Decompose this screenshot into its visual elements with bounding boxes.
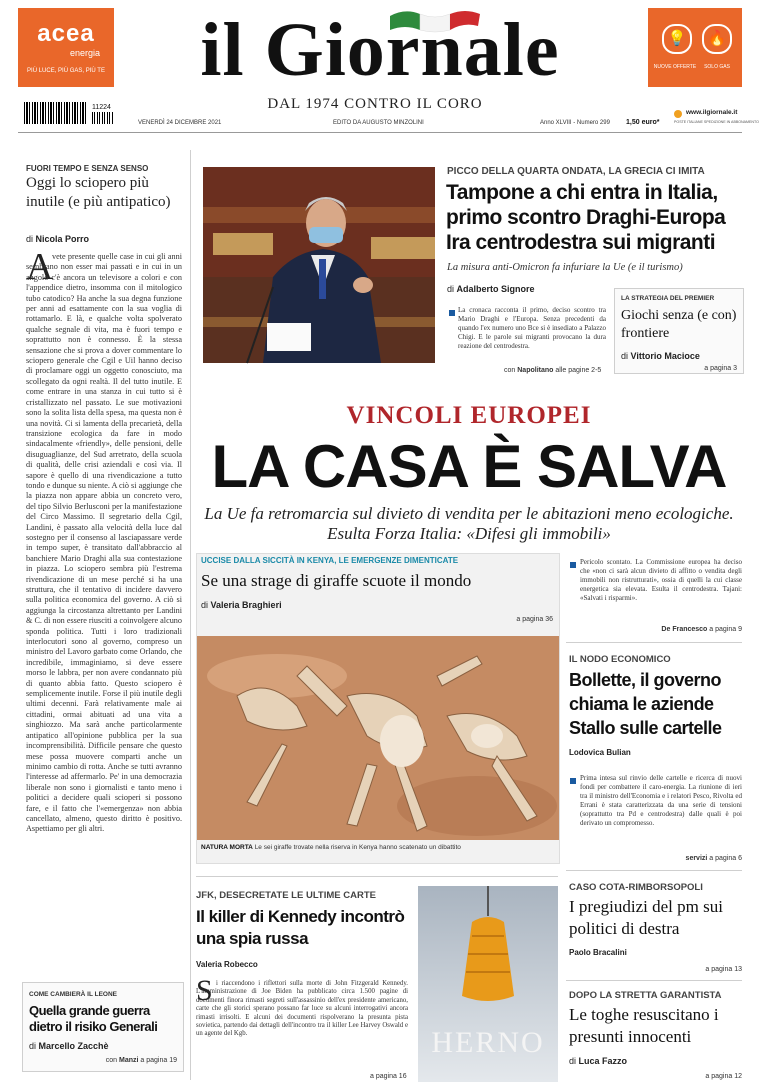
economy-bullet-icon	[570, 778, 576, 784]
macioce-byline	[621, 351, 700, 361]
giraffe-caption-label: NATURA MORTA	[201, 844, 253, 851]
newspaper-title: il Giornale	[200, 8, 560, 92]
kennedy-drop-cap: S	[196, 974, 213, 1007]
draghi-headline[interactable]: Tampone a chi entra in Italia, primo scontro Draghi-Europa Ira centrodestra sui migranti	[446, 181, 726, 254]
porro-body: vete presente quelle case in cui gli anni sembrano non esser mai passati e in cui in un angolo c'è ancora un televisore a colori e con l'appendice dietro, insomma con il mitologico tubo catodico? Ha anche la sua degna funzione per anni ad esattamente con la sua voglia di rottamarlo. E là, e qualche volta spolverato qualche segnale di vita, ma è fuori tempo e soprattutto non è connesso. È la stessa sensazione che si prova a dover commentare lo sciopero generale che Cgil e Uil hanno deciso di proclamare oggi un oggetto conosciuto, ma scollegato da ogni realtà. Il del tutto inutile. E come entrare in una stanza in cui tutto si è cristallizzato nel passato. Le sue motivazioni sono la solita lista della spesa, ma questa non è una novità. Ci si lamenta della precarietà, della transizione ecologica da fare in modo sindacalmente «friendly», delle pensioni, delle disuguaglianze, del Sud arretrato, della scuola di qualità, delle crisi aziendali e così via. Il sapore è quello di una rivendicazione a tutto tondo e dunque su niente. A ciò si aggiunge che la piazza non appare abbia un concreto vero, del tipo Silvio Berlusconi per la manifestazione del Circo Massimo. Il segretario della Cgil, Landini, è passato alla velocità della luce dal sostegno per il consenso al lasciapassare verde in tempo super, è transitato dall'abbraccio al banchiere Mario Draghi alla sua contestazione in piazza. Lo sciopero sembra più l'estrema rivendicazione di un mese perché si ha una struttura, che il tentativo di incidere davvero sulla politica economica del governo. A ciò si aggiunga la circostanza altrettanto per Landini & C. di non essere riusciti a coinvolgere alcuno sponda politica. Tutti i loro tradizionali interlocutori sono al governo, compreso un ministro del Lavoro garbato come Orlando, che incredibile, immaginiamo, si deve essere morso le labbra, per non avere condannato più di quanto abbia fatto. Questo sciopero è semplicemente inutile. Forse il più inutile degli ultimi decenni. Farà relativamente male ai cittadini, ormai abituati ad una vita a singhiozzo. Ma sarà anche particolarmente antipatico all'opinione pubblica per la sua incomprensibilità. Difficile pensare che questo mese possa muovere comparti anche un minimo cambio di rotta. Anche se tutti avranno l'interesse ad affermarlo. Pe' in una democrazia liberale non sono i giornalisti e tanto meno i politici a decidere quali scioperi si possono fare, e il fatto che l'«emergenza» non abbia cancellato, almeno, questo diritto è positivo. Aspettiamo per gli altri.	[26, 252, 182, 834]
website[interactable]: www.ilgiornale.it	[686, 109, 738, 116]
draghi-subhead: La misura anti-Omicron fa infuriare la Ue (e il turismo)	[447, 262, 683, 273]
giraffe-photo[interactable]	[197, 636, 559, 840]
economy-author[interactable]: Lodovica Bulian	[569, 748, 631, 757]
giraffe-byline-prefix: di	[201, 600, 209, 610]
masthead-rule	[18, 132, 742, 133]
generali-ref[interactable]	[106, 1057, 177, 1064]
barcode-number: 11224	[92, 104, 111, 111]
main-subhead: La Ue fa retromarcia sul divieto di vendita per le abitazioni meno ecologiche. Esulta Forza Italia: «Difesi gli immobili»	[204, 504, 734, 543]
giraffe-caption-text: Le sei giraffe trovate nella riserva in Kenya hanno scatenato un dibattito	[254, 844, 461, 851]
cota-headline[interactable]: I pregiudizi del pm sui politici di destra	[569, 897, 723, 938]
herno-brand: HERNO	[431, 1026, 545, 1059]
cota-rule	[566, 980, 742, 981]
web-icon	[674, 110, 682, 118]
macioce-box[interactable]	[614, 288, 744, 374]
barcode	[24, 102, 86, 124]
casa-ref[interactable]	[661, 626, 742, 633]
economy-ref-author: servizi	[685, 855, 708, 862]
left-column	[18, 148, 186, 1078]
porro-kicker: FUORI TEMPO E SENZA SENSO	[26, 164, 149, 173]
bulb-icon: 💡	[662, 24, 692, 54]
energy-ad-label2: SOLO GAS	[704, 64, 730, 70]
draghi-kicker: PICCO DELLA QUARTA ONDATA, LA GRECIA CI IMITA	[447, 166, 705, 177]
cota-kicker: CASO COTA-RIMBORSOPOLI	[569, 882, 703, 893]
generali-kicker: COME CAMBIERÀ IL LEONE	[29, 991, 117, 998]
toghe-author[interactable]: Luca Fazzo	[578, 1056, 628, 1066]
macioce-headline[interactable]: Giochi senza (e con) frontiere	[621, 308, 737, 341]
acea-brand: acea	[37, 20, 95, 47]
porro-author[interactable]: Nicola Porro	[35, 234, 90, 244]
toghe-byline	[569, 1056, 627, 1066]
casa-ref-author: De Francesco	[661, 626, 708, 633]
postal-note: POSTE ITALIANE SPEDIZIONE IN ABBONAMENTO	[674, 120, 759, 124]
economy-ref-page: a pagina 6	[709, 855, 742, 862]
flame-icon: 🔥	[702, 24, 732, 54]
acea-ad[interactable]	[18, 8, 114, 87]
economy-rule	[566, 870, 742, 871]
giraffe-caption	[201, 844, 461, 851]
draghi-ref-page: alle pagine 2-5	[555, 367, 602, 374]
giraffe-author[interactable]: Valeria Braghieri	[210, 600, 282, 610]
generali-byline	[29, 1041, 109, 1051]
editor-line: EDITO DA AUGUSTO MINZOLINI	[333, 120, 424, 126]
generali-ref-page: a pagina 19	[140, 1057, 177, 1064]
acea-sub: energia	[70, 48, 101, 58]
giraffe-story	[196, 553, 560, 864]
generali-headline[interactable]: Quella grande guerra dietro il risiko Generali	[29, 1003, 158, 1034]
macioce-author[interactable]: Vittorio Macioce	[630, 351, 700, 361]
acea-slogan: PIÙ LUCE, PIÙ GAS, PIÙ TE	[27, 68, 105, 74]
cota-author[interactable]: Paolo Bracalini	[569, 948, 627, 957]
draghi-author[interactable]: Adalberto Signore	[456, 284, 535, 294]
porro-byline-prefix: di	[26, 234, 34, 244]
draghi-ref-author: Napolitano	[517, 367, 554, 374]
economy-body: Prima intesa sul rinvio delle cartelle e ricerca di nuovi fondi per combattere il caro-energia. La riunione di ieri tra il ministro dell'Economia e i relatori Pesco, Rivolta ed Errani è stata caratterizzata da una serie di tensioni (soprattutto tra Pd e centrodestra) dalle quali è poi derivato un compromesso.	[580, 774, 742, 827]
draghi-bullet-icon	[449, 310, 455, 316]
draghi-photo[interactable]	[203, 167, 435, 363]
issue-number: Anno XLVIII - Numero 299	[540, 120, 610, 126]
price: 1,50 euro*	[626, 119, 660, 126]
kennedy-author[interactable]: Valeria Robecco	[196, 960, 258, 969]
porro-byline	[26, 234, 89, 244]
casa-ref-page: a pagina 9	[709, 626, 742, 633]
giraffe-ref[interactable]: a pagina 36	[516, 616, 553, 623]
economy-headline[interactable]: Bollette, il governo chiama le aziende Stallo sulle cartelle	[569, 670, 722, 738]
casa-rule	[566, 642, 742, 643]
draghi-ref[interactable]	[504, 367, 601, 374]
kennedy-kicker: JFK, DESECRETATE LE ULTIME CARTE	[196, 890, 376, 901]
draghi-byline	[447, 284, 535, 294]
macioce-byline-prefix: di	[621, 351, 629, 361]
generali-ref-author: Manzi	[119, 1057, 139, 1064]
issue-date: VENERDÌ 24 DICEMBRE 2021	[138, 120, 222, 126]
toghe-kicker: DOPO LA STRETTA GARANTISTA	[569, 990, 722, 1001]
macioce-kicker: LA STRATEGIA DEL PREMIER	[621, 295, 715, 302]
generali-ref-prefix: con	[105, 1057, 118, 1064]
kennedy-ref[interactable]: a pagina 16	[370, 1073, 407, 1080]
porro-headline[interactable]: Oggi lo sciopero più inutile (e più antipatico)	[26, 175, 171, 210]
main-headline[interactable]: LA CASA È SALVA	[211, 433, 727, 500]
tagline: DAL 1974 CONTRO IL CORO	[267, 96, 483, 112]
herno-ad[interactable]	[418, 886, 558, 1082]
lower-rule	[196, 876, 558, 877]
economy-ref[interactable]	[686, 855, 742, 862]
cota-ref[interactable]: a pagina 13	[705, 966, 742, 973]
toghe-ref[interactable]: a pagina 12	[705, 1073, 742, 1080]
main-overline: VINCOLI EUROPEI	[346, 402, 592, 429]
generali-box[interactable]	[22, 982, 184, 1072]
generali-author[interactable]: Marcello Zacchè	[38, 1041, 109, 1051]
kennedy-headline[interactable]: Il killer di Kennedy incontrò una spia russa	[196, 907, 405, 948]
energy-ad[interactable]	[648, 8, 742, 87]
giraffe-byline	[201, 600, 282, 610]
kennedy-body: i riaccendono i riflettori sulla morte di John Fitzgerald Kennedy. L'amministrazione di Joe Biden ha pubblicato circa 1.500 pagine di documenti finora rimasti segreti sull'assassinio dell'ex presidente americano, carte che gli storici sperano possano far luce su alcuni interrogativi ancora rimasti irrisolti. E alcuni dei documenti rispolverano la presunta pista sovietica, partendo dai dettagli dell'incontro tra il killer Lee Harvey Oswald e un agente del Kgb.	[196, 980, 408, 1038]
generali-byline-prefix: di	[29, 1041, 37, 1051]
barcode-small	[92, 112, 114, 124]
toghe-headline[interactable]: Le toghe resuscitano i presunti innocenti	[569, 1005, 719, 1046]
macioce-ref[interactable]: a pagina 3	[704, 365, 737, 372]
economy-kicker: IL NODO ECONOMICO	[569, 654, 671, 665]
casa-body: Pericolo scontato. La Commissione europea ha deciso che «non ci sarà alcun divieto di affitto o vendita degli immobili non ristrutturati», ossia di quelli la cui classe energetica sia elevata. Esulta il centrodestra. Tajani: «Salvati i risparmi».	[580, 558, 742, 602]
toghe-byline-prefix: di	[569, 1056, 577, 1066]
column-divider	[190, 150, 191, 1080]
porro-drop-cap: A	[26, 246, 54, 288]
casa-bullet-icon	[570, 562, 576, 568]
masthead	[0, 0, 759, 140]
draghi-ref-prefix: con	[504, 367, 516, 374]
giraffe-headline[interactable]: Se una strage di giraffe scuote il mondo	[201, 571, 472, 590]
draghi-byline-prefix: di	[447, 284, 455, 294]
draghi-body: La cronaca racconta il primo, deciso scontro tra Mario Draghi e l'Europa. Senza precedenti da quando l'ex numero uno Bce si è insediato a Palazzo Chigi. E le parole sui migranti provocano la dura reazione del centrodestra.	[458, 306, 606, 350]
energy-ad-label1: NUOVE OFFERTE	[653, 64, 697, 70]
giraffe-kicker: UCCISE DALLA SICCITÀ IN KENYA, LE EMERGENZE DIMENTICATE	[201, 556, 459, 565]
